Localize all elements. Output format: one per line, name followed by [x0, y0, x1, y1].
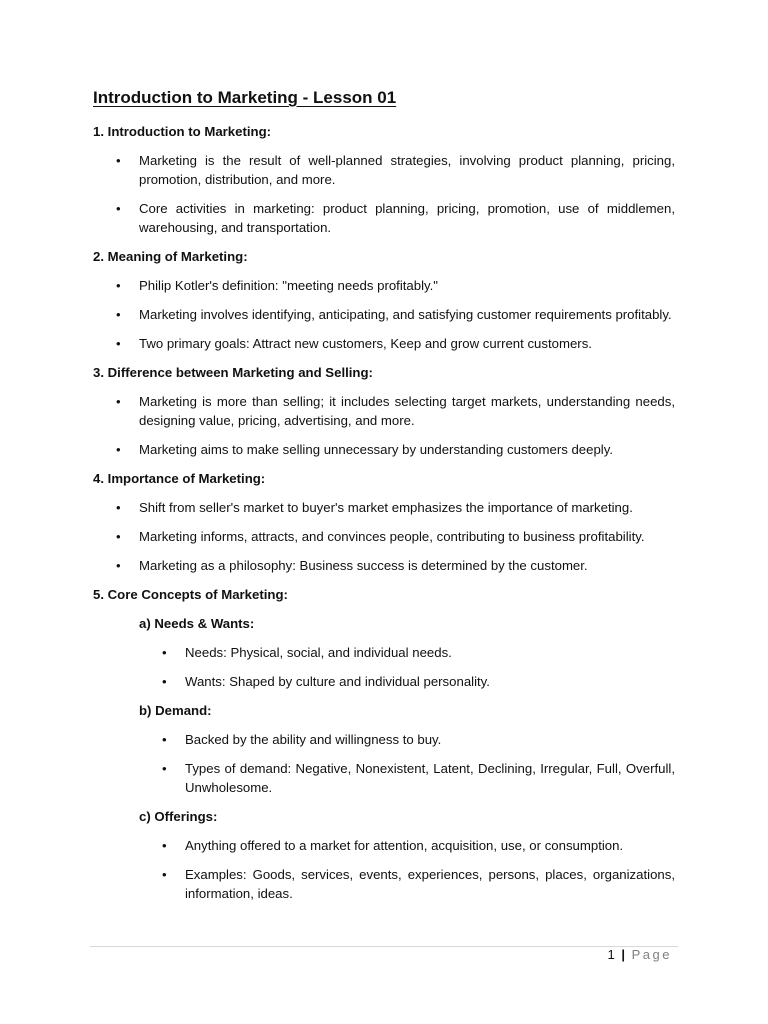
subsection-heading: b) Demand:	[139, 703, 212, 718]
subsection-demand	[93, 701, 675, 797]
bullet-icon: •	[162, 674, 167, 689]
list-item	[93, 498, 675, 517]
bullet-list	[93, 276, 675, 353]
bullet-icon: •	[162, 867, 167, 882]
bullet-icon: •	[116, 394, 121, 409]
list-item	[93, 392, 675, 430]
list-item-text: Wants: Shaped by culture and individual personality.	[185, 674, 490, 689]
section-marketing-vs-selling	[93, 363, 675, 459]
section-heading: 5. Core Concepts of Marketing:	[93, 587, 288, 602]
section-heading: 4. Importance of Marketing:	[93, 471, 266, 486]
list-item-text: Examples: Goods, services, events, experiences, persons, places, organizations, information, ideas.	[185, 867, 675, 901]
bullet-list	[93, 730, 675, 797]
list-item	[93, 836, 675, 855]
list-item	[93, 440, 675, 459]
bullet-icon: •	[116, 442, 121, 457]
bullet-icon: •	[116, 336, 121, 351]
list-item	[93, 556, 675, 575]
list-item-text: Backed by the ability and willingness to buy.	[185, 732, 442, 747]
list-item	[93, 672, 675, 691]
list-item-text: Marketing aims to make selling unnecessary by understanding customers deeply.	[139, 442, 614, 457]
bullet-icon: •	[116, 307, 121, 322]
bullet-icon: •	[162, 645, 167, 660]
subsection-heading: c) Offerings:	[139, 809, 218, 824]
section-importance	[93, 469, 675, 575]
list-item-text: Shift from seller's market to buyer's market emphasizes the importance of marketing.	[139, 500, 633, 515]
bullet-list	[93, 498, 675, 575]
bullet-list	[93, 392, 675, 459]
bullet-icon: •	[116, 278, 121, 293]
list-item	[93, 643, 675, 662]
list-item-text: Marketing involves identifying, anticipating, and satisfying customer requirements profitably.	[139, 307, 672, 322]
bullet-icon: •	[116, 500, 121, 515]
list-item	[93, 276, 675, 295]
footer-separator: |	[621, 947, 625, 962]
page-footer	[608, 947, 673, 962]
bullet-icon: •	[116, 201, 121, 216]
section-heading: 1. Introduction to Marketing:	[93, 124, 272, 139]
bullet-list	[93, 643, 675, 691]
list-item-text: Types of demand: Negative, Nonexistent, Latent, Declining, Irregular, Full, Overfull, Unwholesome.	[185, 761, 675, 795]
list-item-text: Marketing is more than selling; it includes selecting target markets, understanding needs, designing value, pricing, advertising, and more.	[139, 394, 675, 428]
bullet-icon: •	[116, 529, 121, 544]
subsection-heading: a) Needs & Wants:	[139, 616, 255, 631]
document-title: Introduction to Marketing - Lesson 01	[93, 88, 397, 107]
list-item-text: Marketing informs, attracts, and convinces people, contributing to business profitability.	[139, 529, 645, 544]
bullet-icon: •	[162, 761, 167, 776]
list-item	[93, 527, 675, 546]
page-number: 1	[607, 947, 615, 962]
bullet-icon: •	[116, 558, 121, 573]
section-heading: 2. Meaning of Marketing:	[93, 249, 248, 264]
list-item	[93, 199, 675, 237]
document-body	[93, 122, 675, 913]
list-item-text: Marketing is the result of well-planned strategies, involving product planning, pricing, promotion, distribution, and more.	[139, 153, 675, 187]
list-item	[93, 865, 675, 903]
bullet-icon: •	[162, 838, 167, 853]
bullet-list	[93, 151, 675, 237]
list-item-text: Marketing as a philosophy: Business success is determined by the customer.	[139, 558, 588, 573]
list-item	[93, 759, 675, 797]
list-item-text: Philip Kotler's definition: "meeting needs profitably."	[139, 278, 438, 293]
list-item	[93, 334, 675, 353]
page-label: Page	[631, 947, 672, 962]
list-item-text: Needs: Physical, social, and individual needs.	[185, 645, 452, 660]
list-item	[93, 305, 675, 324]
subsection-offerings	[93, 807, 675, 903]
list-item	[93, 730, 675, 749]
list-item-text: Two primary goals: Attract new customers, Keep and grow current customers.	[139, 336, 592, 351]
section-introduction	[93, 122, 675, 237]
section-meaning	[93, 247, 675, 353]
list-item	[93, 151, 675, 189]
section-core-concepts	[93, 585, 675, 903]
list-item-text: Anything offered to a market for attention, acquisition, use, or consumption.	[185, 838, 624, 853]
bullet-icon: •	[116, 153, 121, 168]
section-heading: 3. Difference between Marketing and Selling:	[93, 365, 373, 380]
list-item-text: Core activities in marketing: product planning, pricing, promotion, use of middlemen, warehousing, and transportation.	[139, 201, 675, 235]
subsection-needs-wants	[93, 614, 675, 691]
footer-divider	[90, 946, 678, 947]
bullet-icon: •	[162, 732, 167, 747]
bullet-list	[93, 836, 675, 903]
